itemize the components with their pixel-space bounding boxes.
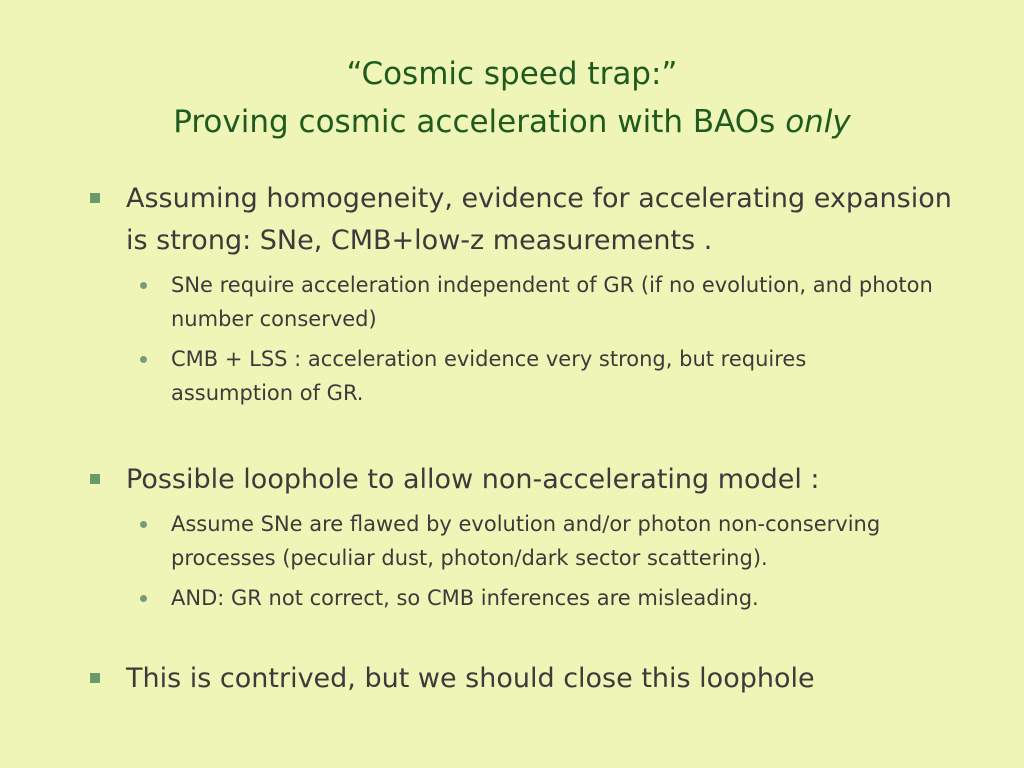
bullet-text: This is contrived, but we should close this loophole <box>126 663 815 694</box>
sub-bullet-text: AND: GR not correct, so CMB inferences are misleading. <box>171 586 759 610</box>
slide-title <box>0 50 1024 146</box>
sub-bullet-item <box>0 268 1024 336</box>
title-line-2 <box>0 98 1024 146</box>
bullet-text: Possible loophole to allow non-accelerating model : <box>126 464 820 495</box>
sub-bullet-item <box>0 342 1024 410</box>
round-bullet-icon <box>140 595 147 602</box>
bullet-block-1 <box>0 178 1024 410</box>
sub-bullet-text: CMB + LSS : acceleration evidence very strong, but requires assumption of GR. <box>171 347 807 405</box>
title-line-2-main: Proving cosmic acceleration with BAOs <box>173 104 786 140</box>
bullet-block-3 <box>0 658 1024 700</box>
bullet-item <box>0 459 1024 501</box>
square-bullet-icon <box>90 673 100 683</box>
bullet-text: Assuming homogeneity, evidence for accelerating expansion is strong: SNe, CMB+low-z measurements . <box>126 183 952 256</box>
bullet-block-2 <box>0 459 1024 615</box>
round-bullet-icon <box>140 521 147 528</box>
square-bullet-icon <box>90 193 100 203</box>
bullet-item <box>0 178 1024 262</box>
round-bullet-icon <box>140 282 147 289</box>
round-bullet-icon <box>140 356 147 363</box>
sub-bullet-text: Assume SNe are flawed by evolution and/or photon non-conserving processes (peculiar dust, photon/dark sector scattering). <box>171 512 881 570</box>
sub-bullet-text: SNe require acceleration independent of GR (if no evolution, and photon number conserved) <box>171 273 933 331</box>
bullet-item <box>0 658 1024 700</box>
square-bullet-icon <box>90 474 100 484</box>
title-line-2-italic: only <box>785 104 851 140</box>
sub-bullet-item <box>0 507 1024 575</box>
title-line-1: “Cosmic speed trap:” <box>346 56 678 92</box>
sub-bullet-item <box>0 581 1024 615</box>
